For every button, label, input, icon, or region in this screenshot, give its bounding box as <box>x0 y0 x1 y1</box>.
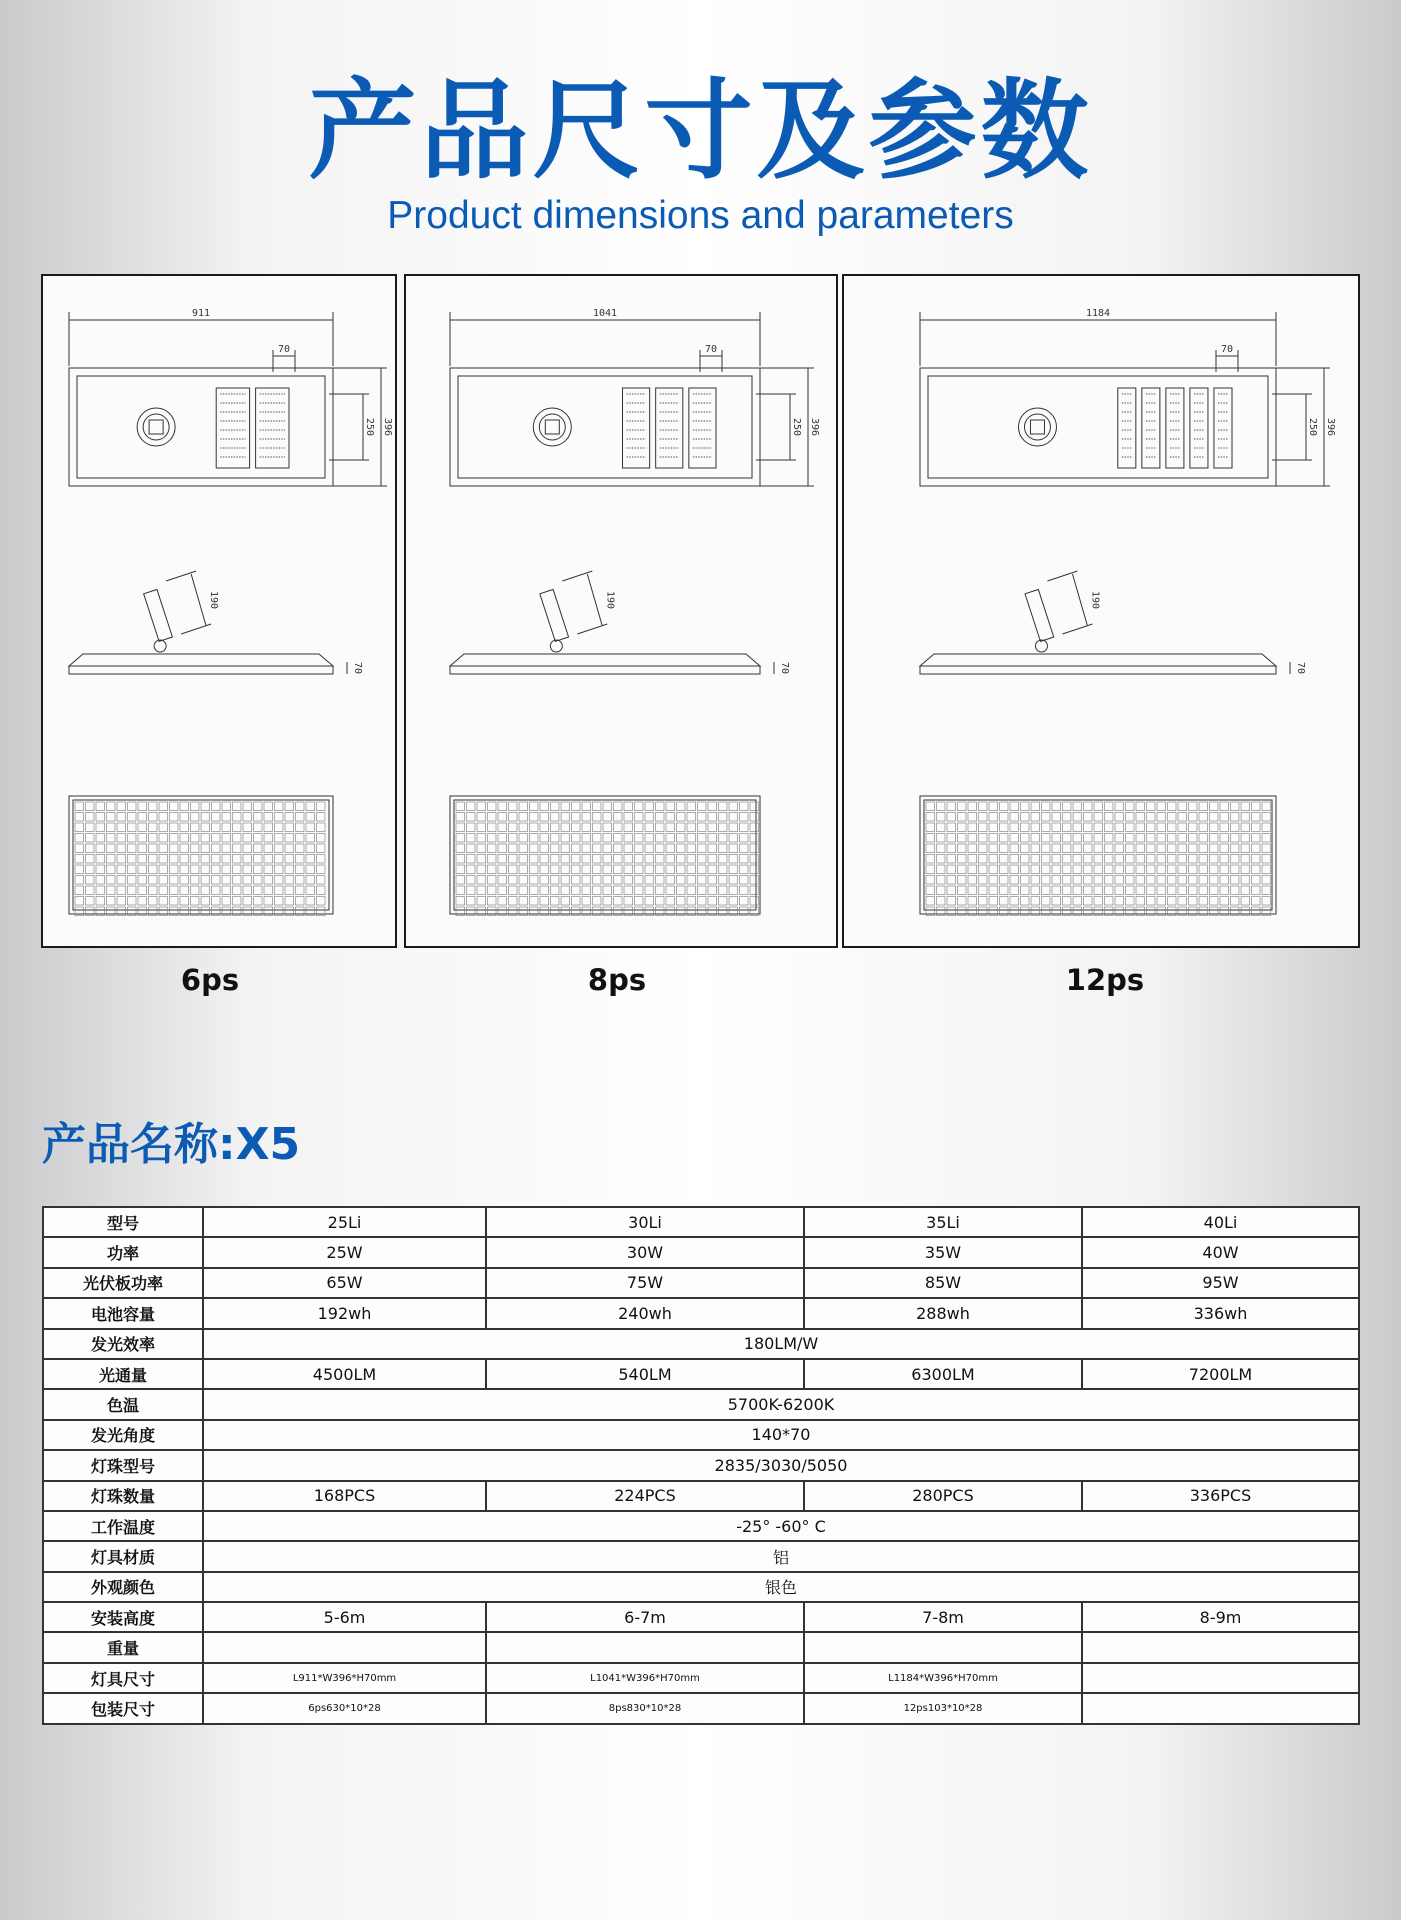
page-subtitle: Product dimensions and parameters <box>387 194 1014 237</box>
dimension-label: 250 <box>364 417 375 437</box>
table-cell: L911*W396*H70mm <box>203 1663 486 1693</box>
row-label: 重量 <box>43 1632 203 1662</box>
table-cell: 7200LM <box>1082 1359 1359 1389</box>
table-cell-merged: 140*70 <box>203 1420 1359 1450</box>
row-label: 型号 <box>43 1207 203 1237</box>
table-cell-merged: 银色 <box>203 1572 1359 1602</box>
dimension-label: 70 <box>779 661 790 675</box>
table-cell-merged: 5700K-6200K <box>203 1389 1359 1419</box>
table-cell: 35W <box>804 1237 1082 1267</box>
table-row <box>43 1511 1359 1541</box>
dimension-label: 396 <box>809 417 820 437</box>
table-cell-merged: 铝 <box>203 1541 1359 1571</box>
table-cell: 12ps103*10*28 <box>804 1693 1082 1723</box>
table-cell: 4500LM <box>203 1359 486 1389</box>
table-cell-merged: 2835/3030/5050 <box>203 1450 1359 1480</box>
table-cell: 35Li <box>804 1207 1082 1237</box>
table-row <box>43 1541 1359 1571</box>
table-cell <box>203 1632 486 1662</box>
row-label: 色温 <box>43 1389 203 1419</box>
table-cell: 7-8m <box>804 1602 1082 1632</box>
dimension-label: 396 <box>1325 417 1336 437</box>
drawing-panel-8ps <box>404 274 838 948</box>
dimension-label: 250 <box>1307 417 1318 437</box>
row-label: 电池容量 <box>43 1298 203 1328</box>
table-cell: 25Li <box>203 1207 486 1237</box>
table-cell <box>1082 1663 1359 1693</box>
dimension-label: 70 <box>704 344 718 355</box>
product-name: 产品名称:X5 <box>42 1119 301 1170</box>
spec-table <box>42 1206 1360 1725</box>
row-label: 安装高度 <box>43 1602 203 1632</box>
row-label: 光伏板功率 <box>43 1268 203 1298</box>
table-cell <box>1082 1693 1359 1723</box>
variant-label-8ps: 8ps <box>587 963 647 997</box>
dimension-label: 70 <box>1220 344 1234 355</box>
drawing-panel-6ps <box>41 274 397 948</box>
table-cell: 8-9m <box>1082 1602 1359 1632</box>
table-cell: 192wh <box>203 1298 486 1328</box>
row-label: 外观颜色 <box>43 1572 203 1602</box>
table-cell: 336wh <box>1082 1298 1359 1328</box>
table-cell: 336PCS <box>1082 1481 1359 1511</box>
row-label: 灯珠型号 <box>43 1450 203 1480</box>
table-cell: 95W <box>1082 1268 1359 1298</box>
table-cell <box>1082 1632 1359 1662</box>
table-row <box>43 1602 1359 1632</box>
table-cell: L1184*W396*H70mm <box>804 1663 1082 1693</box>
table-row <box>43 1481 1359 1511</box>
table-cell: 6300LM <box>804 1359 1082 1389</box>
table-row <box>43 1329 1359 1359</box>
dimension-label: 190 <box>1089 590 1101 610</box>
dimension-label: 1041 <box>592 308 618 319</box>
variant-label-6ps: 6ps <box>180 963 240 997</box>
table-cell: 6ps630*10*28 <box>203 1693 486 1723</box>
table-cell: 85W <box>804 1268 1082 1298</box>
dimension-label: 70 <box>277 344 291 355</box>
table-cell-merged: 180LM/W <box>203 1329 1359 1359</box>
table-row <box>43 1632 1359 1662</box>
technical-drawing <box>844 276 1362 950</box>
table-cell: 240wh <box>486 1298 804 1328</box>
table-cell: 540LM <box>486 1359 804 1389</box>
table-row <box>43 1359 1359 1389</box>
row-label: 光通量 <box>43 1359 203 1389</box>
dimension-label: 70 <box>352 661 363 675</box>
table-row <box>43 1237 1359 1267</box>
drawing-panel-12ps <box>842 274 1360 948</box>
table-row <box>43 1450 1359 1480</box>
dimension-label: 70 <box>1295 661 1306 675</box>
table-cell: 168PCS <box>203 1481 486 1511</box>
table-row <box>43 1420 1359 1450</box>
table-cell: 224PCS <box>486 1481 804 1511</box>
table-cell: 5-6m <box>203 1602 486 1632</box>
technical-drawing <box>406 276 840 950</box>
table-cell: 40Li <box>1082 1207 1359 1237</box>
row-label: 发光效率 <box>43 1329 203 1359</box>
table-row <box>43 1298 1359 1328</box>
row-label: 灯珠数量 <box>43 1481 203 1511</box>
row-label: 功率 <box>43 1237 203 1267</box>
dimension-label: 190 <box>208 590 220 610</box>
table-cell: 65W <box>203 1268 486 1298</box>
variant-label-12ps: 12ps <box>1065 963 1145 997</box>
table-cell: 40W <box>1082 1237 1359 1267</box>
row-label: 发光角度 <box>43 1420 203 1450</box>
row-label: 工作温度 <box>43 1511 203 1541</box>
table-cell <box>804 1632 1082 1662</box>
table-row <box>43 1693 1359 1723</box>
table-cell: 75W <box>486 1268 804 1298</box>
page-title: 产品尺寸及参数 <box>308 69 1093 194</box>
table-cell: 6-7m <box>486 1602 804 1632</box>
table-cell: 8ps830*10*28 <box>486 1693 804 1723</box>
technical-drawing <box>43 276 399 950</box>
table-cell: 288wh <box>804 1298 1082 1328</box>
table-cell: L1041*W396*H70mm <box>486 1663 804 1693</box>
table-cell: 280PCS <box>804 1481 1082 1511</box>
table-cell: 30W <box>486 1237 804 1267</box>
table-row <box>43 1207 1359 1237</box>
dimension-label: 911 <box>191 308 211 319</box>
table-row <box>43 1389 1359 1419</box>
row-label: 灯具材质 <box>43 1541 203 1571</box>
table-cell-merged: -25° -60° C <box>203 1511 1359 1541</box>
table-row <box>43 1663 1359 1693</box>
table-cell: 30Li <box>486 1207 804 1237</box>
dimension-label: 1184 <box>1085 308 1111 319</box>
row-label: 包装尺寸 <box>43 1693 203 1723</box>
table-cell: 25W <box>203 1237 486 1267</box>
dimension-label: 190 <box>604 590 616 610</box>
table-row <box>43 1268 1359 1298</box>
dimension-label: 396 <box>382 417 393 437</box>
table-row <box>43 1572 1359 1602</box>
dimension-label: 250 <box>791 417 802 437</box>
table-cell <box>486 1632 804 1662</box>
row-label: 灯具尺寸 <box>43 1663 203 1693</box>
